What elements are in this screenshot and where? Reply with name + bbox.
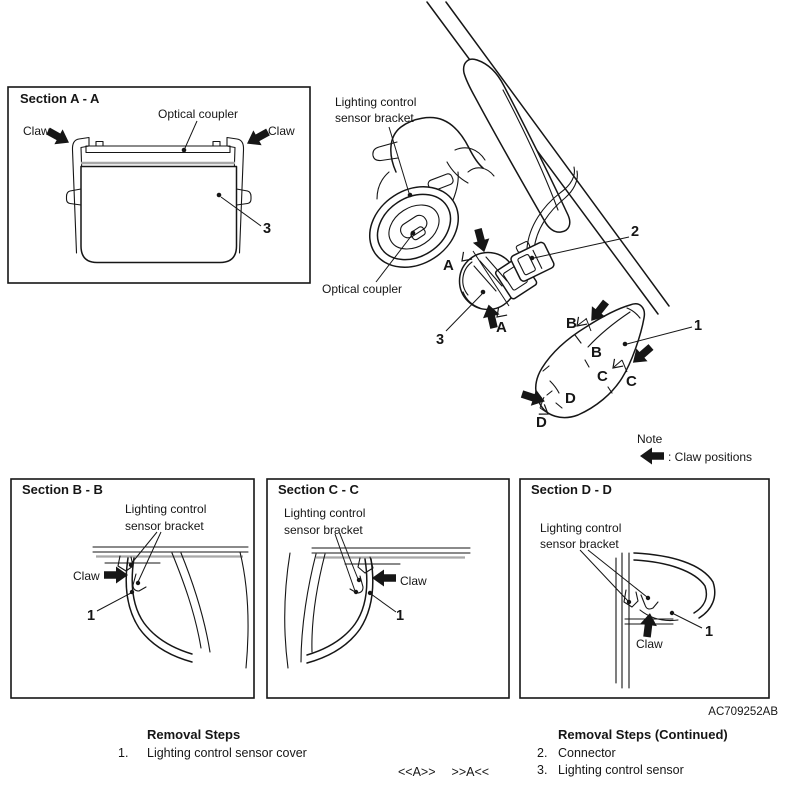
callout-1: 1 bbox=[694, 318, 703, 334]
section-b-claw-label: Claw bbox=[73, 569, 100, 583]
claw-position-arrow-icon bbox=[470, 227, 493, 255]
section-letter-d: D bbox=[565, 390, 576, 407]
section-a-optical-coupler-label: Optical coupler bbox=[158, 107, 239, 121]
section-d-bracket-label-line2: sensor bracket bbox=[540, 537, 619, 551]
step-number: 3. bbox=[537, 763, 548, 777]
section-d-callout-1: 1 bbox=[705, 624, 714, 640]
section-letter-a: A bbox=[496, 319, 507, 336]
claw-position-arrow-icon bbox=[104, 567, 128, 584]
figure-code: AC709252AB bbox=[708, 706, 778, 718]
section-d-bracket-label-line1: Lighting control bbox=[540, 521, 622, 535]
main-diagram bbox=[322, 2, 752, 465]
bracket-label-line2: sensor bracket bbox=[335, 111, 414, 125]
section-letter-b: B bbox=[566, 315, 577, 332]
section-b-panel bbox=[11, 479, 254, 698]
bracket-label-line1: Lighting control bbox=[335, 95, 417, 109]
section-b-title: Section B - B bbox=[22, 482, 103, 497]
section-a-claw-left-label: Claw bbox=[23, 124, 50, 138]
note-block bbox=[637, 432, 752, 465]
section-a-panel bbox=[8, 87, 310, 283]
section-c-bracket-label-line2: sensor bracket bbox=[284, 523, 363, 537]
section-c-claw-label: Claw bbox=[400, 574, 427, 588]
callout-3: 3 bbox=[436, 332, 445, 348]
section-a-title: Section A - A bbox=[20, 91, 100, 106]
removal-step-item bbox=[537, 746, 616, 760]
claw-position-arrow-icon bbox=[640, 448, 664, 465]
rear-view-mirror bbox=[464, 59, 570, 232]
section-c-callout-1: 1 bbox=[396, 608, 405, 624]
callout-2: 2 bbox=[631, 224, 640, 240]
section-letter-a: A bbox=[443, 257, 454, 274]
optical-coupler-label: Optical coupler bbox=[322, 282, 403, 296]
removal-step-item bbox=[118, 746, 307, 760]
claw-position-arrow-icon bbox=[639, 612, 659, 638]
section-c-title: Section C - C bbox=[278, 482, 359, 497]
section-letter-c: C bbox=[597, 368, 608, 385]
removal-marker: <<A>> bbox=[398, 765, 436, 779]
step-label: Lighting control sensor cover bbox=[147, 746, 307, 760]
section-c-bracket-label-line1: Lighting control bbox=[284, 506, 366, 520]
section-c-panel bbox=[267, 479, 509, 698]
note-claw-positions: : Claw positions bbox=[668, 450, 753, 464]
claw-position-arrow-icon bbox=[372, 570, 396, 587]
removal-steps-continued-heading: Removal Steps (Continued) bbox=[558, 727, 728, 742]
removal-step-item bbox=[537, 763, 684, 777]
section-d-panel bbox=[520, 479, 769, 698]
section-a-callout-3: 3 bbox=[263, 221, 272, 237]
step-label: Lighting control sensor bbox=[558, 763, 684, 777]
section-b-bracket-label-line2: sensor bracket bbox=[125, 519, 204, 533]
section-b-callout-1: 1 bbox=[87, 608, 96, 624]
section-letter-d: D bbox=[536, 414, 547, 431]
section-b-bracket-label-line1: Lighting control bbox=[125, 502, 207, 516]
section-d-title: Section D - D bbox=[531, 482, 612, 497]
step-label: Connector bbox=[558, 746, 616, 760]
removal-steps-heading: Removal Steps bbox=[147, 727, 241, 742]
section-d-claw-label: Claw bbox=[636, 637, 663, 651]
section-letter-b: B bbox=[591, 344, 602, 361]
section-reference-markers bbox=[398, 765, 489, 779]
installation-marker: >>A<< bbox=[451, 765, 490, 779]
step-number: 1. bbox=[118, 746, 129, 760]
note-title: Note bbox=[637, 432, 663, 446]
section-a-claw-right-label: Claw bbox=[268, 124, 295, 138]
step-number: 2. bbox=[537, 746, 548, 760]
section-letter-c: C bbox=[626, 373, 637, 390]
